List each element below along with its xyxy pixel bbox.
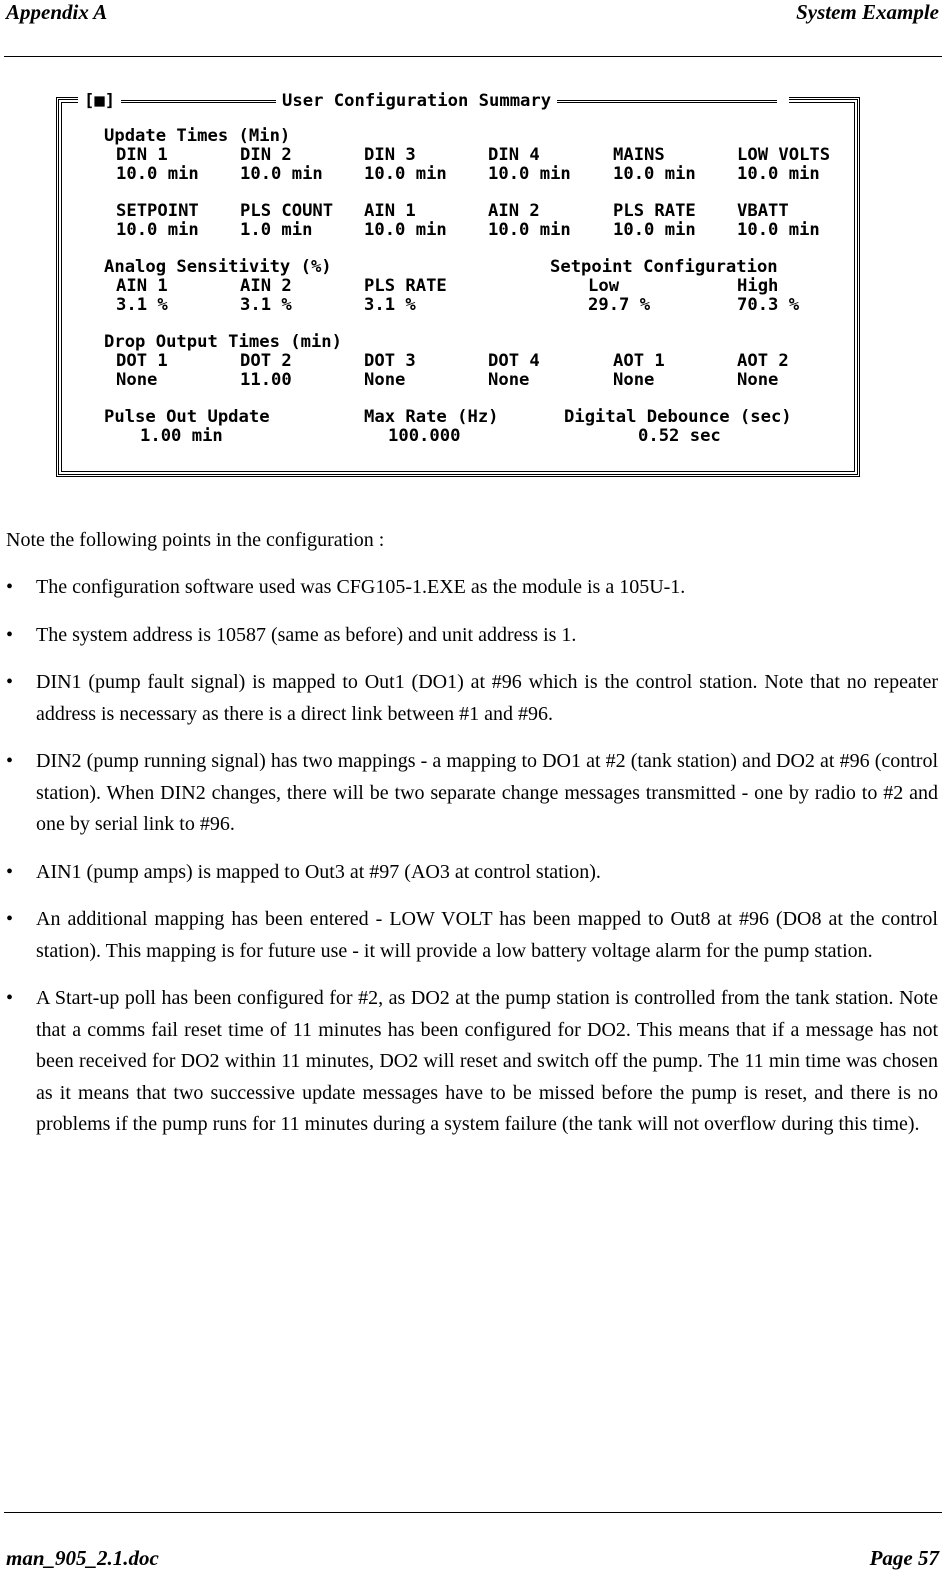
pulse-out-label: Pulse Out Update (104, 407, 270, 427)
page-header-left: Appendix A (6, 0, 108, 24)
intro-text: Note the following points in the configuration : (6, 529, 385, 551)
field-value[interactable]: 10.0 min (488, 220, 571, 240)
field-value[interactable]: 3.1 % (364, 295, 416, 315)
field-value[interactable]: 10.0 min (488, 164, 571, 184)
bullet-icon: • (6, 671, 14, 693)
field-label: DIN 3 (364, 145, 416, 165)
list-item (6, 746, 938, 841)
setpoint-low-value[interactable]: 29.7 % (588, 295, 651, 315)
field-value[interactable]: 10.0 min (364, 164, 447, 184)
field-value[interactable]: 3.1 % (240, 295, 292, 315)
field-label: DIN 2 (240, 145, 292, 165)
list-item (6, 983, 938, 1141)
field-value[interactable]: None (488, 370, 530, 390)
field-label: AIN 2 (488, 201, 540, 221)
field-label: DOT 4 (488, 351, 540, 371)
list-item-text: AIN1 (pump amps) is mapped to Out3 at #97 (AO3 at control station). (36, 860, 601, 883)
field-value[interactable]: 10.0 min (240, 164, 323, 184)
field-label: DOT 2 (240, 351, 292, 371)
list-item (6, 904, 938, 967)
field-value[interactable]: 10.0 min (116, 220, 199, 240)
screen-title: User Configuration Summary (282, 91, 552, 111)
field-label: AOT 1 (613, 351, 665, 371)
field-value[interactable]: None (116, 370, 158, 390)
configuration-points-list (6, 572, 938, 1157)
field-label: PLS COUNT (240, 201, 334, 221)
setpoint-configuration-heading: Setpoint Configuration (550, 257, 778, 277)
field-value[interactable]: 10.0 min (613, 220, 696, 240)
list-item (6, 620, 938, 652)
list-item-text: DIN1 (pump fault signal) is mapped to Out1 (DO1) at #96 which is the control station. Note that no repeater address is necessary as there is a direct link between #1 and #96. (36, 671, 938, 725)
field-value[interactable]: 10.0 min (364, 220, 447, 240)
pulse-out-value[interactable]: 1.00 min (140, 426, 223, 446)
list-item-text: An additional mapping has been entered - LOW VOLT has been mapped to Out8 at #96 (DO8 at the control station). This mapping is for future use - it will provide a low battery voltage alarm for the pump station. (36, 908, 938, 962)
field-label: PLS RATE (613, 201, 696, 221)
field-label: VBATT (737, 201, 789, 221)
field-label: SETPOINT (116, 201, 199, 221)
bullet-icon: • (6, 623, 14, 646)
setpoint-high-label: High (737, 276, 779, 296)
field-value[interactable]: None (737, 370, 779, 390)
user-configuration-screen (56, 91, 860, 477)
close-box-icon[interactable]: [■] (84, 91, 116, 111)
page-header-right: System Example (796, 0, 939, 24)
field-label: MAINS (613, 145, 665, 165)
field-label: AIN 1 (364, 201, 416, 221)
list-item (6, 857, 938, 889)
field-label: PLS RATE (364, 276, 447, 296)
page-footer-left: man_905_2.1.doc (6, 1546, 159, 1570)
field-value[interactable]: 10.0 min (613, 164, 696, 184)
field-label: DIN 1 (116, 145, 168, 165)
screen-title-bar (78, 91, 789, 111)
list-item-text: The configuration software used was CFG105-1.EXE as the module is a 105U-1. (36, 576, 686, 598)
bullet-icon: • (6, 750, 14, 772)
digital-debounce-value[interactable]: 0.52 sec (638, 426, 721, 446)
title-fill-left (121, 100, 276, 103)
list-item-text: DIN2 (pump running signal) has two mappings - a mapping to DO1 at #2 (tank station) and DO2 at #96 (control station). When DIN2 changes, there will be two separate change messages transmitted - one by radio to #2 and one by serial link to #96. (36, 750, 938, 835)
page-footer-right: Page 57 (869, 1546, 939, 1570)
bullet-icon: • (6, 908, 14, 930)
bullet-icon: • (6, 987, 14, 1009)
list-item (6, 572, 938, 604)
setpoint-low-label: Low (588, 276, 620, 296)
title-fill-right (557, 100, 777, 103)
field-label: DIN 4 (488, 145, 540, 165)
max-rate-value[interactable]: 100.000 (388, 426, 461, 446)
field-value[interactable]: None (364, 370, 406, 390)
max-rate-label: Max Rate (Hz) (364, 407, 499, 427)
list-item-text: A Start-up poll has been configured for #2, as DO2 at the pump station is controlled from the tank station. Note that a comms fail reset time of 11 minutes has been configured for DO2. This means that if a message has not been received for DO2 within 11 minutes, DO2 will reset and switch off the pump. The 11 min time was chosen as it means that two successive update messages have to be missed before the pump is reset, and there is no problems if the pump runs for 11 minutes during a system failure (the tank will not overflow during this time). (36, 987, 938, 1135)
list-item (6, 667, 938, 730)
drop-output-heading: Drop Output Times (min) (104, 332, 342, 352)
list-item-text: The system address is 10587 (same as before) and unit address is 1. (36, 623, 577, 646)
update-times-heading: Update Times (Min) (104, 126, 291, 146)
field-label: LOW VOLTS (737, 145, 831, 165)
field-value[interactable]: 10.0 min (737, 164, 820, 184)
header-rule (4, 56, 942, 57)
field-value[interactable]: 11.00 (240, 370, 292, 390)
field-value[interactable]: None (613, 370, 655, 390)
footer-rule (4, 1512, 942, 1513)
field-label: AIN 1 (116, 276, 168, 296)
field-value[interactable]: 10.0 min (737, 220, 820, 240)
field-label: AOT 2 (737, 351, 789, 371)
bullet-icon: • (6, 860, 14, 883)
field-label: DOT 3 (364, 351, 416, 371)
field-label: AIN 2 (240, 276, 292, 296)
analog-sensitivity-heading: Analog Sensitivity (%) (104, 257, 332, 277)
digital-debounce-label: Digital Debounce (sec) (564, 407, 792, 427)
field-value[interactable]: 3.1 % (116, 295, 168, 315)
field-value[interactable]: 1.0 min (240, 220, 313, 240)
field-value[interactable]: 10.0 min (116, 164, 199, 184)
field-label: DOT 1 (116, 351, 168, 371)
bullet-icon: • (6, 576, 14, 598)
setpoint-high-value[interactable]: 70.3 % (737, 295, 800, 315)
